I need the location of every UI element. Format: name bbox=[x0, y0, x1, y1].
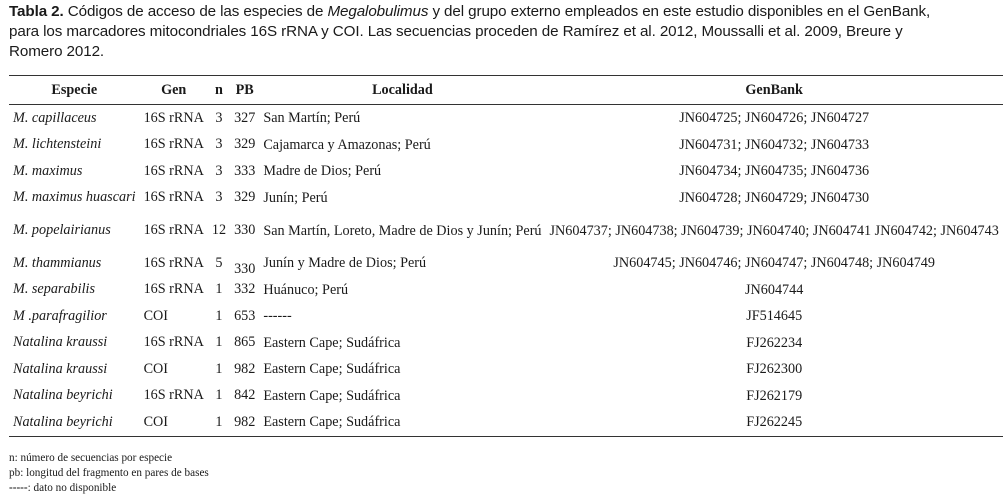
cell-gen: 16S rRNA bbox=[143, 222, 204, 238]
cell-especie: Natalina beyrichi bbox=[13, 387, 113, 404]
cell-pb: 330 bbox=[234, 260, 256, 277]
cell-especie: Natalina kraussi bbox=[13, 360, 108, 377]
cell-localidad: Cajamarca y Amazonas; Perú bbox=[263, 136, 431, 153]
cell-pb: 333 bbox=[234, 162, 256, 179]
cell-especie: Natalina beyrichi bbox=[9, 409, 140, 436]
cell-n: 1 bbox=[215, 387, 223, 404]
cell-n: 5 bbox=[215, 254, 223, 271]
cell-gen: 16S rRNA bbox=[143, 334, 204, 351]
table-row bbox=[9, 211, 1003, 250]
table-row bbox=[9, 303, 1003, 330]
caption-genus: Megalobulimus bbox=[327, 3, 429, 20]
cell-localidad: Eastern Cape; Sudáfrica bbox=[263, 334, 401, 351]
species-table bbox=[9, 75, 1003, 437]
cell-genbank: JN604731; JN604732; JN604733 bbox=[679, 136, 870, 153]
cell-gen: 16S rRNA bbox=[143, 109, 204, 126]
cell-genbank: JN604728; JN604729; JN604730 bbox=[679, 189, 870, 206]
footnote-pb: pb: longitud del fragmento en pares de bases bbox=[9, 467, 209, 479]
cell-pb: 842 bbox=[234, 387, 256, 404]
cell-especie: Natalina kraussi bbox=[13, 334, 108, 351]
cell-especie: M .parafragilior bbox=[13, 307, 107, 324]
cell-especie: M. popelairianus bbox=[13, 222, 111, 238]
header-genbank: GenBank bbox=[546, 76, 1003, 105]
cell-especie: M. separabilis bbox=[13, 281, 95, 298]
cell-gen: COI bbox=[140, 409, 208, 436]
cell-n: 1 bbox=[215, 360, 223, 377]
table-row bbox=[9, 105, 1003, 132]
cell-localidad: ------ bbox=[263, 308, 292, 325]
cell-genbank: JN604744 bbox=[745, 281, 804, 298]
cell-gen: 16S rRNA bbox=[143, 387, 204, 404]
cell-gen: 16S rRNA bbox=[143, 189, 204, 206]
cell-genbank: JN604725; JN604726; JN604727 bbox=[679, 110, 870, 127]
cell-localidad: Junín; Perú bbox=[263, 189, 328, 206]
header-pb: PB bbox=[230, 76, 259, 105]
footnote-dash-symbol: ----- bbox=[9, 482, 28, 494]
cell-especie: M. thammianus bbox=[13, 254, 102, 271]
caption-text-1: Códigos de acceso de las especies de bbox=[63, 3, 328, 20]
cell-gen: 16S rRNA bbox=[143, 281, 204, 298]
cell-gen: COI bbox=[143, 307, 168, 324]
footnote-n: n: número de secuencias por especie bbox=[9, 452, 173, 464]
cell-pb: 982 bbox=[230, 409, 259, 436]
cell-gen: 16S rRNA bbox=[143, 136, 204, 153]
cell-pb: 329 bbox=[234, 136, 256, 153]
cell-especie: M. maximus huascari bbox=[13, 189, 136, 206]
cell-n: 3 bbox=[215, 162, 223, 179]
cell-localidad: Junín y Madre de Dios; Perú bbox=[263, 255, 427, 272]
cell-genbank: JN604745; JN604746; JN604747; JN604748; JN604749 bbox=[613, 255, 935, 272]
cell-especie: M. lichtensteini bbox=[13, 136, 102, 153]
footnote-dash-text: : dato no disponible bbox=[27, 482, 117, 494]
table-row bbox=[9, 409, 1003, 436]
caption-text-2: y del grupo externo empleados en este estudio disponibles en el GenBank, para los marcadores mitocondriales 16S rRNA y COI. Las secuencias proceden de Ramírez et al. 2012, Moussalli et al. 2009, Breure y Romero 2012. bbox=[9, 3, 931, 60]
table-row bbox=[9, 158, 1003, 185]
cell-genbank: JN604734; JN604735; JN604736 bbox=[679, 163, 870, 180]
cell-localidad: Huánuco; Perú bbox=[263, 281, 349, 298]
cell-pb: 330 bbox=[234, 222, 256, 238]
header-especie: Especie bbox=[9, 76, 140, 105]
cell-localidad: Madre de Dios; Perú bbox=[263, 163, 382, 180]
cell-genbank: FJ262245 bbox=[546, 409, 1003, 436]
table-caption bbox=[9, 2, 944, 62]
cell-localidad: San Martín, Loreto, Madre de Dios y Junín; Perú bbox=[263, 222, 542, 239]
cell-n: 3 bbox=[215, 189, 223, 206]
table-row bbox=[9, 185, 1003, 212]
cell-gen: COI bbox=[143, 360, 168, 377]
caption-label: Tabla 2. bbox=[9, 3, 64, 20]
cell-gen: 16S rRNA bbox=[143, 162, 204, 179]
cell-n: 1 bbox=[215, 334, 223, 351]
cell-n: 1 bbox=[215, 281, 223, 298]
cell-pb: 982 bbox=[234, 360, 256, 377]
cell-n: 3 bbox=[215, 109, 223, 126]
cell-genbank: FJ262300 bbox=[746, 361, 803, 378]
cell-localidad: San Martín; Perú bbox=[263, 110, 361, 127]
cell-localidad: Eastern Cape; Sudáfrica bbox=[263, 361, 401, 378]
table-row bbox=[9, 250, 1003, 277]
cell-n: 1 bbox=[208, 409, 230, 436]
header-n: n bbox=[208, 76, 230, 105]
header-localidad: Localidad bbox=[259, 76, 545, 105]
header-gen: Gen bbox=[140, 76, 208, 105]
cell-pb: 332 bbox=[234, 281, 256, 298]
cell-localidad: Eastern Cape; Sudáfrica bbox=[263, 387, 401, 404]
table-row bbox=[9, 383, 1003, 410]
cell-pb: 327 bbox=[234, 109, 256, 126]
table-row bbox=[9, 277, 1003, 304]
cell-genbank: FJ262179 bbox=[746, 387, 803, 404]
footnote-dash bbox=[9, 481, 209, 496]
cell-genbank: JF514645 bbox=[746, 308, 803, 325]
cell-n: 12 bbox=[211, 222, 227, 238]
cell-genbank: FJ262234 bbox=[746, 334, 803, 351]
cell-genbank: JN604737; JN604738; JN604739; JN604740; JN604741 JN604742; JN604743 bbox=[549, 222, 999, 239]
table-row bbox=[9, 356, 1003, 383]
cell-gen: 16S rRNA bbox=[143, 254, 204, 271]
table-header-row bbox=[9, 76, 1003, 105]
cell-pb: 865 bbox=[234, 334, 256, 351]
cell-n: 3 bbox=[215, 136, 223, 153]
table-footnotes bbox=[9, 451, 209, 496]
cell-pb: 653 bbox=[234, 307, 256, 324]
cell-localidad: Eastern Cape; Sudáfrica bbox=[259, 409, 545, 436]
cell-n: 1 bbox=[215, 307, 223, 324]
table-row bbox=[9, 330, 1003, 357]
table-row bbox=[9, 132, 1003, 159]
cell-especie: M. maximus bbox=[13, 162, 83, 179]
cell-especie: M. capillaceus bbox=[13, 109, 97, 126]
cell-pb: 329 bbox=[234, 189, 256, 206]
